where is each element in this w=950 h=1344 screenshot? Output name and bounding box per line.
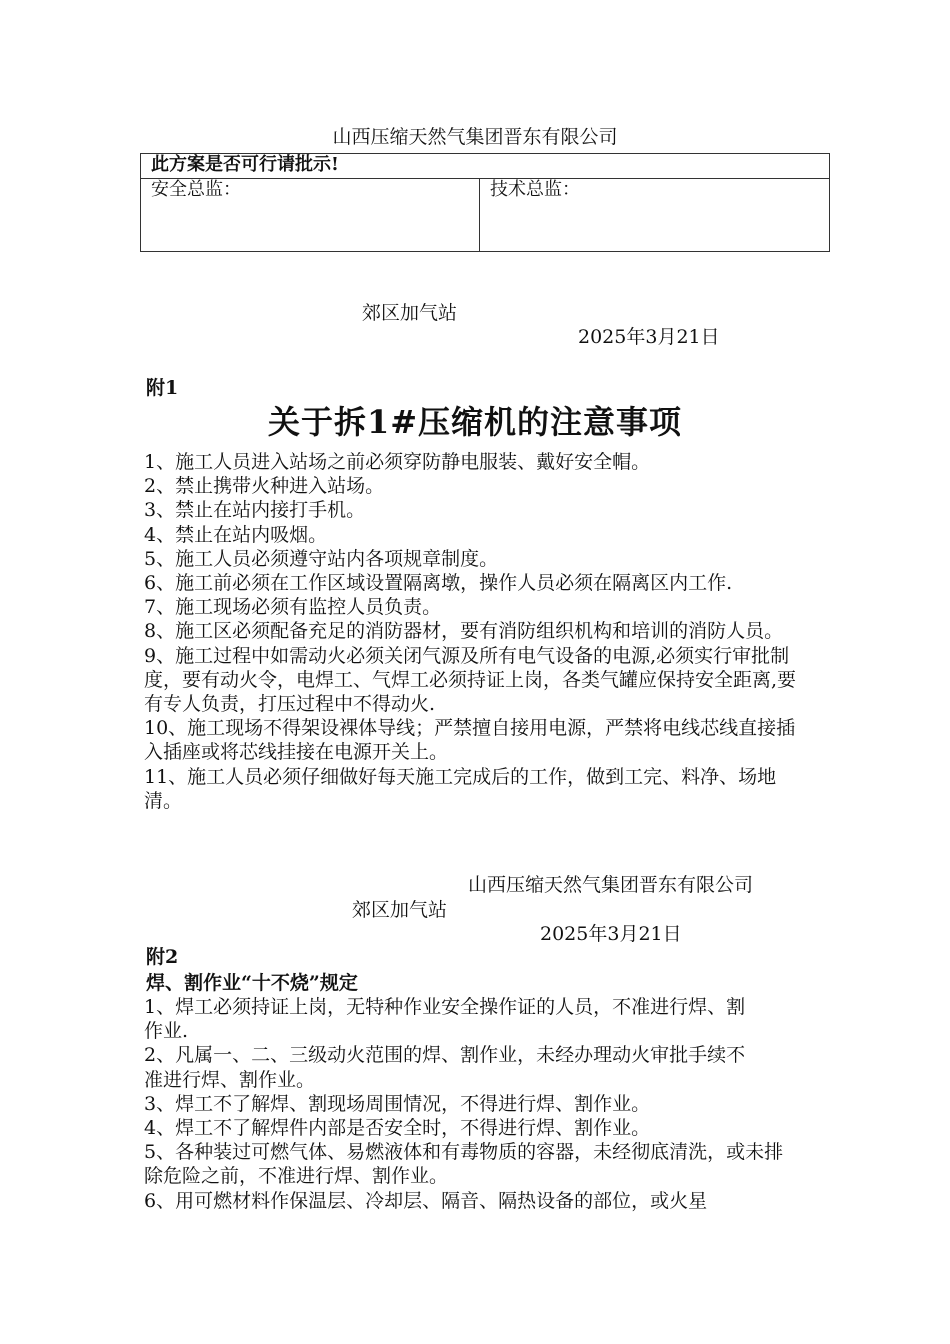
list-item: 1、焊工必须持证上岗，无特种作业安全操作证的人员，不准进行焊、割作业. bbox=[144, 996, 746, 1043]
list-item: 4、禁止在站内吸烟。 bbox=[144, 523, 328, 546]
list-item: 6、用可燃材料作保温层、冷却层、隔音、隔热设备的部位，或火星 bbox=[144, 1189, 708, 1212]
list-item: 8、施工区必须配备充足的消防器材，要有消防组织机构和培训的消防人员。 bbox=[144, 620, 784, 643]
footer-company: 山西压缩天然气集团晋东有限公司 bbox=[468, 874, 754, 896]
list-item: 6、施工前必须在工作区域设置隔离墩，操作人员必须在隔离区内工作. bbox=[144, 572, 733, 595]
list-item: 3、禁止在站内接打手机。 bbox=[144, 499, 366, 522]
date: 2025年3月21日 bbox=[540, 923, 682, 945]
list-item: 3、焊工不了解焊、割现场周围情况，不得进行焊、割作业。 bbox=[144, 1092, 651, 1115]
appendix2-title: 焊、割作业“十不烧”规定 bbox=[146, 972, 358, 994]
station-name: 郊区加气站 bbox=[362, 302, 458, 324]
list-item: 7、施工现场必须有监控人员负责。 bbox=[144, 596, 442, 619]
approval-prompt: 此方案是否可行请批示! bbox=[141, 154, 830, 179]
list-item: 2、禁止携带火种进入站场。 bbox=[144, 475, 385, 498]
header-company: 山西压缩天然气集团晋东有限公司 bbox=[332, 126, 618, 148]
list-item: 1、施工人员进入站场之前必须穿防静电服装、戴好安全帽。 bbox=[144, 451, 651, 473]
list-item: 4、焊工不了解焊件内部是否安全时，不得进行焊、割作业。 bbox=[144, 1117, 651, 1140]
appendix2-label: 附2 bbox=[146, 946, 179, 968]
appendix2-list bbox=[144, 995, 794, 1213]
date: 2025年3月21日 bbox=[578, 326, 720, 348]
appendix1-list bbox=[144, 450, 814, 813]
approval-table bbox=[140, 153, 830, 252]
list-item: 11、施工人员必须仔细做好每天施工完成后的工作，做到工完、料净、场地清。 bbox=[144, 765, 777, 812]
appendix1-label: 附1 bbox=[146, 377, 179, 399]
list-item: 2、凡属一、二、三级动火范围的焊、割作业，未经办理动火审批手续不准进行焊、割作业。 bbox=[144, 1044, 746, 1091]
list-item: 10、施工现场不得架设裸体导线；严禁擅自接用电源，严禁将电线芯线直接插入插座或将芯线挂接在电源开关上。 bbox=[144, 717, 796, 764]
tech-director-cell: 技术总监： bbox=[480, 179, 830, 252]
safety-director-cell: 安全总监： bbox=[141, 179, 480, 252]
list-item: 5、施工人员必须遵守站内各项规章制度。 bbox=[144, 547, 499, 570]
list-item: 5、各种装过可燃气体、易燃液体和有毒物质的容器，未经彻底清洗，或未排除危险之前，不准进行焊、割作业。 bbox=[144, 1141, 784, 1188]
appendix1-title: 关于拆1#压缩机的注意事项 bbox=[267, 403, 683, 441]
station-name: 郊区加气站 bbox=[352, 899, 448, 921]
list-item: 9、施工过程中如需动火必须关闭气源及所有电气设备的电源,必须实行审批制度，要有动火令，电焊工、气焊工必须持证上岗，各类气罐应保持安全距离,要有专人负责，打压过程中不得动火. bbox=[144, 644, 797, 716]
